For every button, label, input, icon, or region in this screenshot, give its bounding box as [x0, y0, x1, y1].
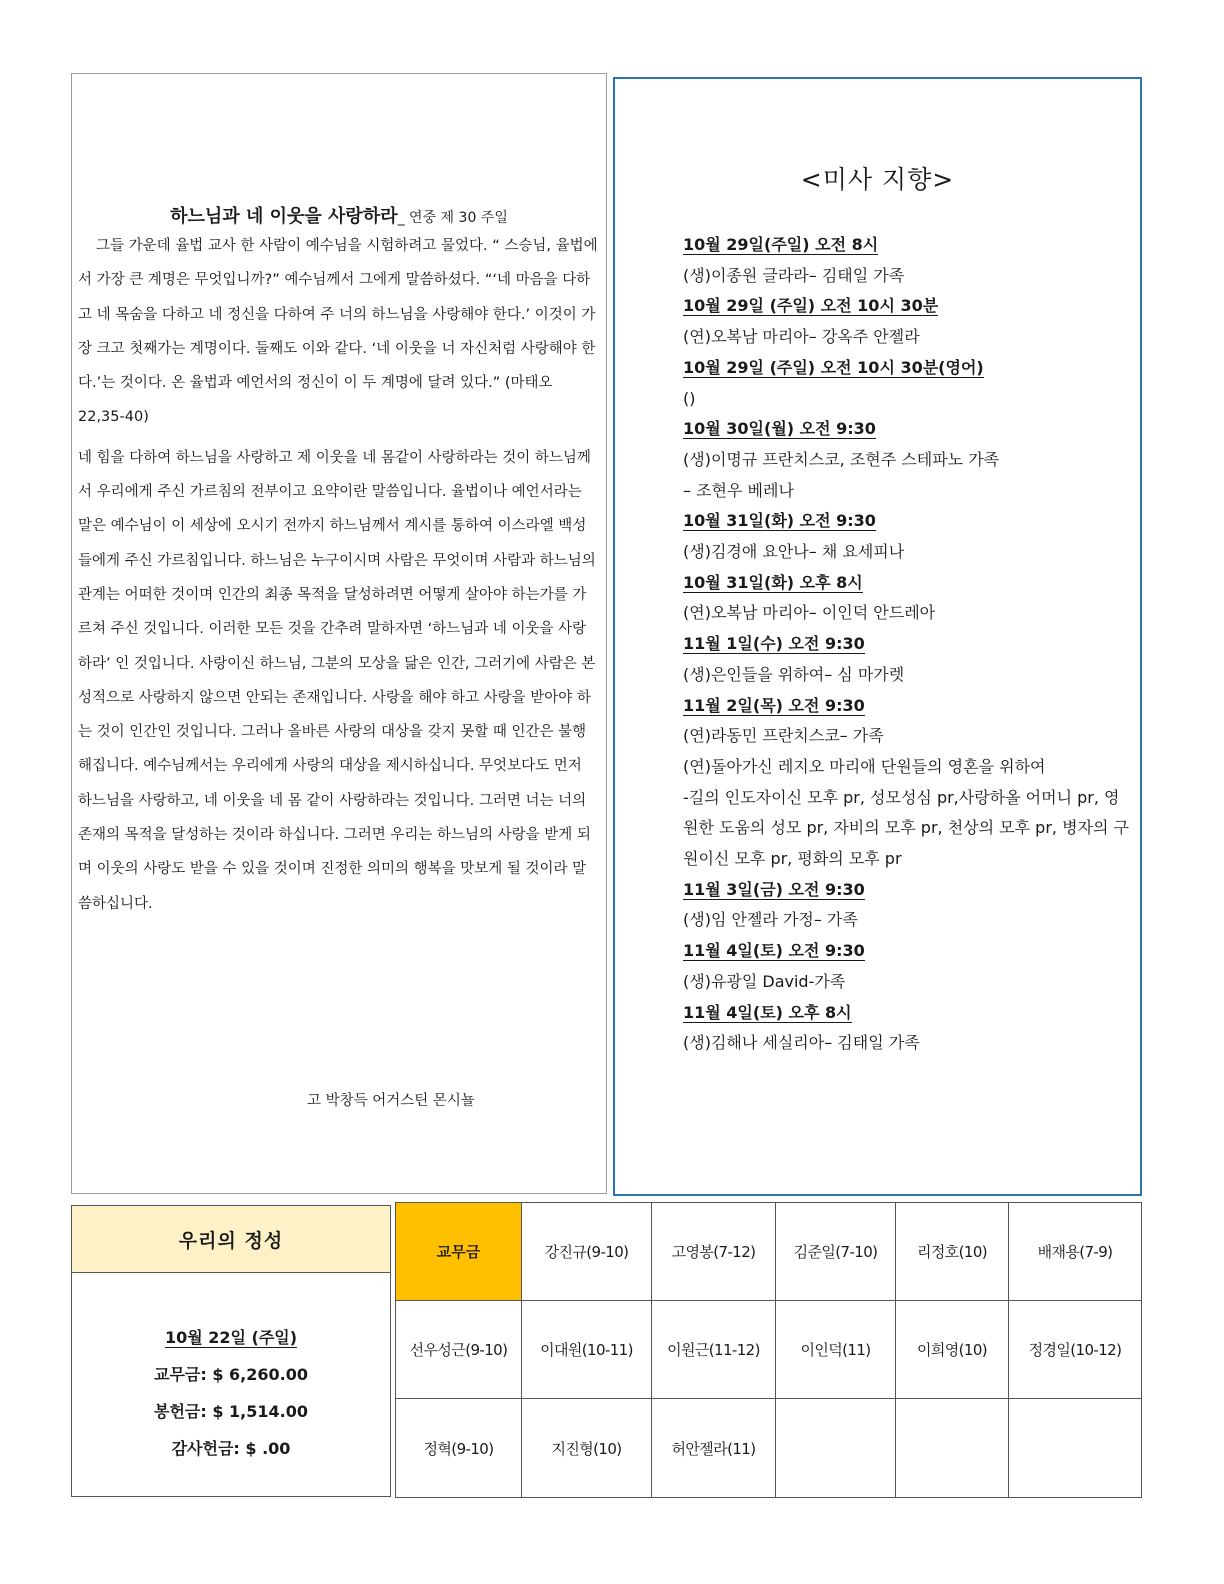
intention-date: 10월 29일 (주일) 오전 10시 30분(영어) [683, 357, 984, 377]
reflection-box [71, 73, 607, 1194]
intention-line: () [683, 388, 696, 408]
reflection-title [72, 202, 606, 228]
donor-cell: 이희영(10) [896, 1301, 1009, 1399]
intentions-list [683, 230, 1133, 1059]
reflection-title-main: 하느님과 네 이웃을 사랑하라 [170, 206, 398, 227]
intention-date: 11월 4일(토) 오전 9:30 [683, 941, 865, 961]
mass-intentions-box [613, 77, 1142, 1196]
intention-line: (연)라동민 프란치스코– 가족 [683, 726, 884, 746]
offering-summary [72, 1273, 390, 1467]
offering-line-tithe: 교무금: $ 6,260.00 [154, 1365, 308, 1384]
donor-cell: 배재용(7-9) [1009, 1203, 1142, 1301]
donor-cell: 이원근(11-12) [652, 1301, 776, 1399]
donor-cell: 정경일(10-12) [1009, 1301, 1142, 1399]
intention-date: 10월 31일(화) 오후 8시 [683, 572, 863, 592]
donor-table [395, 1202, 1142, 1498]
donor-cell: 리정호(10) [896, 1203, 1009, 1301]
donor-label-cell: 교무금 [396, 1203, 522, 1301]
donor-cell: 김준일(7-10) [776, 1203, 896, 1301]
intention-line: (생)이종원 글라라– 김태일 가족 [683, 265, 905, 285]
reflection-author: 고 박창득 어거스틴 몬시뇰 [307, 1093, 475, 1109]
donor-cell: 이대원(10-11) [522, 1301, 652, 1399]
intention-date: 11월 3일(금) 오전 9:30 [683, 879, 865, 899]
scripture-paragraph: 그들 가운데 율법 교사 한 사람이 예수님을 시험하려고 물었다. “ 스승님, 율법에서 가장 큰 계명은 무엇입니까?” 예수님께서 그에게 말씀하셨다. “‘네 마음을 다하고 네 목숨을 다하고 네 정신을 다하여 주 너의 하느님을 사랑해야 한다.’ 이것이 가장 크고 첫째가는 계명이다. 둘째도 이와 같다. ‘네 이웃을 너 자신처럼 사랑해야 한다.’는 것이다. 온 율법과 예언서의 정신이 이 두 계명에 달려 있다.” (마태오 22,35-40) [78, 238, 598, 426]
donor-cell: 지진형(10) [522, 1399, 652, 1498]
donor-cell: 선우성근(9-10) [396, 1301, 522, 1399]
offering-box [71, 1205, 391, 1497]
intention-date: 10월 29일(주일) 오전 8시 [683, 235, 879, 254]
intention-line: -길의 인도자이신 모후 pr, 성모성심 pr,사랑하올 어머니 pr, 영원한 도움의 성모 pr, 자비의 모후 pr, 천상의 모후 pr, 병자의 구원이신 모후 pr, 평화의 모후 pr [683, 787, 1129, 869]
intention-line: (생)유광일 David-가족 [683, 971, 846, 991]
donor-cell: 고영봉(7-12) [652, 1203, 776, 1301]
intention-line: (연)오복남 마리아– 이인덕 안드레아 [683, 603, 936, 623]
intention-line: (생)이명규 프란치스코, 조현주 스테파노 가족 [683, 449, 1000, 469]
empty-cell [776, 1399, 896, 1498]
reflection-body [78, 229, 598, 921]
donor-cell: 허안젤라(11) [652, 1399, 776, 1498]
intention-line: (생)은인들을 위하여– 심 마가렛 [683, 664, 905, 684]
intention-line: (생)임 안젤라 가정– 가족 [683, 910, 858, 930]
intention-line: – 조현우 베레나 [683, 480, 794, 500]
intention-date: 10월 29일 (주일) 오전 10시 30분 [683, 296, 939, 316]
offering-date: 10월 22일 (주일) [164, 1328, 298, 1347]
intention-line: (연)돌아가신 레지오 마리애 단원들의 영혼을 위하여 [683, 756, 1046, 776]
offering-line-collection: 봉헌금: $ 1,514.00 [154, 1402, 308, 1421]
intention-line: (연)오복남 마리아– 강옥주 안젤라 [683, 327, 920, 347]
donor-cell: 강진규(9-10) [522, 1203, 652, 1301]
intention-date: 11월 1일(수) 오전 9:30 [683, 634, 865, 654]
offering-title: 우리의 정성 [72, 1206, 390, 1273]
intention-line: (생)김경애 요안나– 채 요세피나 [683, 542, 905, 562]
empty-cell [896, 1399, 1009, 1498]
empty-cell [1009, 1399, 1142, 1498]
reflection-subtitle: _ 연중 제 30 주일 [397, 210, 508, 226]
intention-date: 10월 30일(월) 오전 9:30 [683, 419, 876, 439]
offering-line-thanksgiving: 감사헌금: $ .00 [171, 1439, 291, 1458]
intention-date: 11월 2일(목) 오전 9:30 [683, 695, 865, 715]
reflection-paragraph: 네 힘을 다하여 하느님을 사랑하고 제 이웃을 네 몸같이 사랑하라는 것이 하느님께서 우리에게 주신 가르침의 전부이고 요약이란 말씀입니다. 율법이나 예언서라는 말은 예수님이 이 세상에 오시기 전까지 하느님께서 계시를 통하여 이스라엘 백성들에게 주신 가르침입니다. 하느님은 누구이시며 사람은 무엇이며 사람과 하느님의 관계는 어떠한 것이며 인간의 최종 목적을 달성하려면 어떻게 살아야 하는가를 가르쳐 주신 것입니다. 이러한 모든 것을 간추려 말하자면 ‘하느님과 네 이웃을 사랑하라’ 인 것입니다. 사랑이신 하느님, 그분의 모상을 닮은 인간, 그러기에 사람은 본성적으로 사랑하지 않으면 안되는 존재입니다. 사랑을 해야 하고 사랑을 받아야 하는 것이 인간인 것입니다. 그러나 올바른 사랑의 대상을 갖지 못할 때 인간은 불행해집니다. 예수님께서는 우리에게 사랑의 대상을 제시하십니다. 무엇보다도 먼저 하느님을 사랑하고, 네 이웃을 네 몸 같이 사랑하라는 것입니다. 그러면 너는 너의 존재의 목적을 달성하는 것이라 하십니다. 그러면 우리는 하느님의 사랑을 받게 되며 이웃의 사랑도 받을 수 있을 것이며 진정한 의미의 행복을 맛보게 될 것이라 말씀하십니다. [78, 449, 596, 912]
donor-cell: 이인덕(11) [776, 1301, 896, 1399]
intention-line: (생)김해나 세실리아– 김태일 가족 [683, 1033, 920, 1053]
donor-cell: 정혁(9-10) [396, 1399, 522, 1498]
intention-date: 11월 4일(토) 오후 8시 [683, 1002, 852, 1022]
intention-date: 10월 31일(화) 오전 9:30 [683, 511, 876, 531]
intentions-heading: <미사 지향> [800, 165, 955, 194]
